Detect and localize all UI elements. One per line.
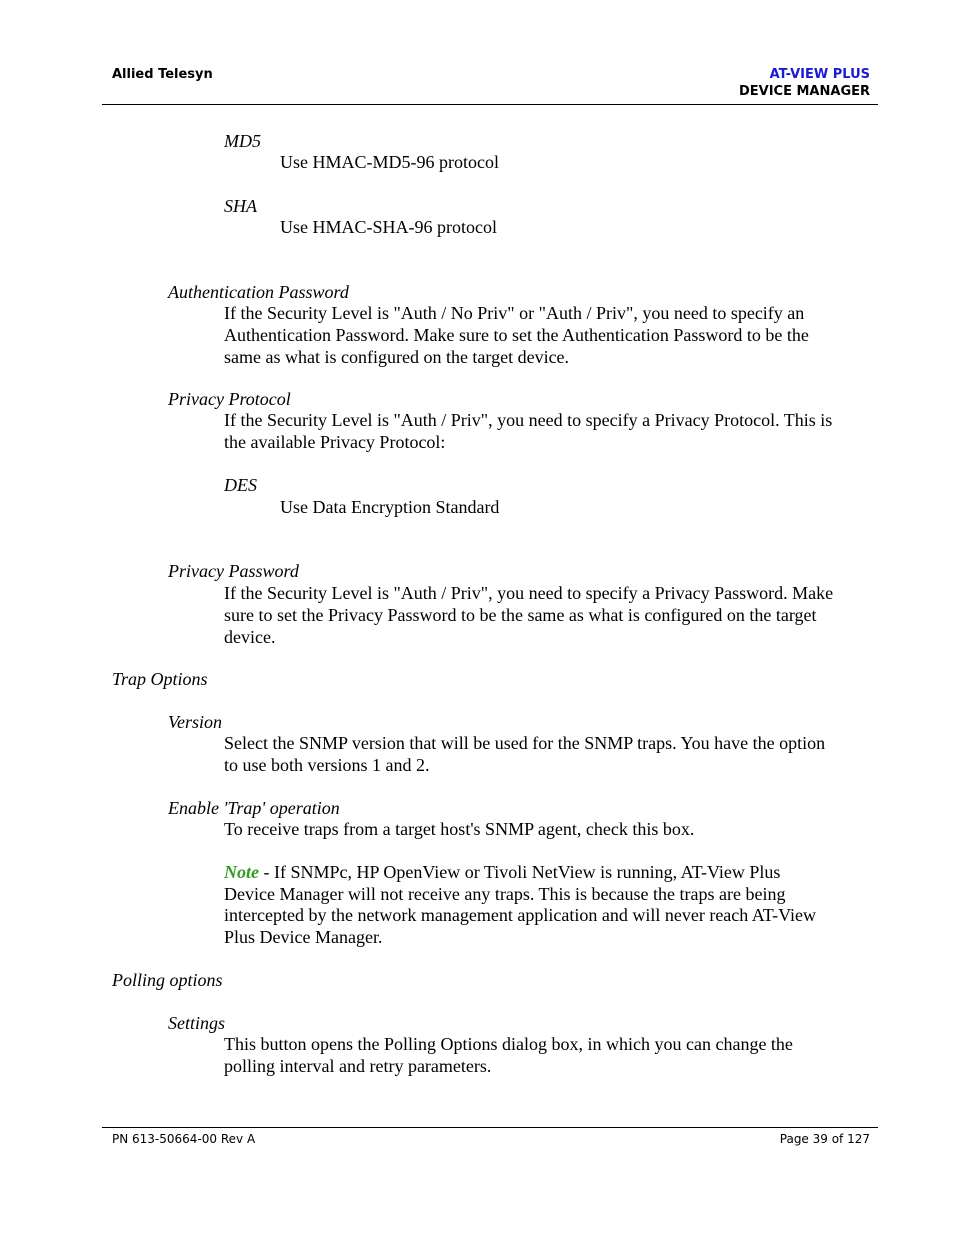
- note-line-4: Plus Device Manager.: [224, 927, 383, 947]
- auth-password-line-1: If the Security Level is "Auth / No Priv" or "Auth / Priv", you need to specify an: [224, 303, 805, 323]
- note-line-2: Device Manager will not receive any traps. This is because the traps are being: [224, 884, 786, 904]
- footer-part-number: PN 613-50664-00 Rev A: [112, 1132, 256, 1146]
- term-md5: MD5: [224, 131, 261, 151]
- privacy-protocol-line-2: the available Privacy Protocol:: [224, 432, 446, 452]
- note-line-1-text: - If SNMPc, HP OpenView or Tivoli NetView is running, AT-View Plus: [259, 862, 781, 882]
- header-company: Allied Telesyn: [112, 67, 213, 82]
- heading-polling-options: Polling options: [112, 970, 223, 990]
- desc-sha: Use HMAC-SHA-96 protocol: [280, 217, 497, 237]
- desc-enable-trap-operation: To receive traps from a target host's SNMP agent, check this box.: [224, 819, 695, 839]
- note-line-1: [224, 861, 780, 883]
- version-line-2: to use both versions 1 and 2.: [224, 755, 430, 775]
- note-label: Note: [224, 862, 259, 882]
- version-line-1: Select the SNMP version that will be used for the SNMP traps. You have the option: [224, 733, 826, 753]
- privacy-password-line-1: If the Security Level is "Auth / Priv", you need to specify a Privacy Password. Make: [224, 583, 834, 603]
- footer-rule: [102, 1127, 878, 1128]
- term-enable-trap-operation: Enable 'Trap' operation: [168, 798, 340, 818]
- desc-des: Use Data Encryption Standard: [280, 497, 500, 517]
- privacy-password-line-2: sure to set the Privacy Password to be the same as what is configured on the target: [224, 605, 817, 625]
- settings-line-2: polling interval and retry parameters.: [224, 1056, 492, 1076]
- term-settings: Settings: [168, 1013, 225, 1033]
- header-rule: [102, 104, 878, 105]
- term-privacy-protocol: Privacy Protocol: [168, 389, 291, 409]
- term-authentication-password: Authentication Password: [168, 282, 349, 302]
- header-module: DEVICE MANAGER: [738, 84, 870, 99]
- term-version: Version: [168, 712, 222, 732]
- settings-line-1: This button opens the Polling Options dialog box, in which you can change the: [224, 1034, 793, 1054]
- desc-md5: Use HMAC-MD5-96 protocol: [280, 152, 499, 172]
- term-sha: SHA: [224, 196, 257, 216]
- auth-password-line-2: Authentication Password. Make sure to set the Authentication Password to be the: [224, 325, 809, 345]
- footer-page-number: Page 39 of 127: [779, 1132, 870, 1146]
- heading-trap-options: Trap Options: [112, 669, 208, 689]
- auth-password-line-3: same as what is configured on the target device.: [224, 347, 570, 367]
- term-privacy-password: Privacy Password: [168, 561, 299, 581]
- privacy-protocol-line-1: If the Security Level is "Auth / Priv", you need to specify a Privacy Protocol. This is: [224, 410, 833, 430]
- header-product: AT-VIEW PLUS: [769, 67, 870, 82]
- note-line-3: intercepted by the network management application and will never reach AT-View: [224, 905, 817, 925]
- privacy-password-line-3: device.: [224, 627, 276, 647]
- term-des: DES: [224, 475, 257, 495]
